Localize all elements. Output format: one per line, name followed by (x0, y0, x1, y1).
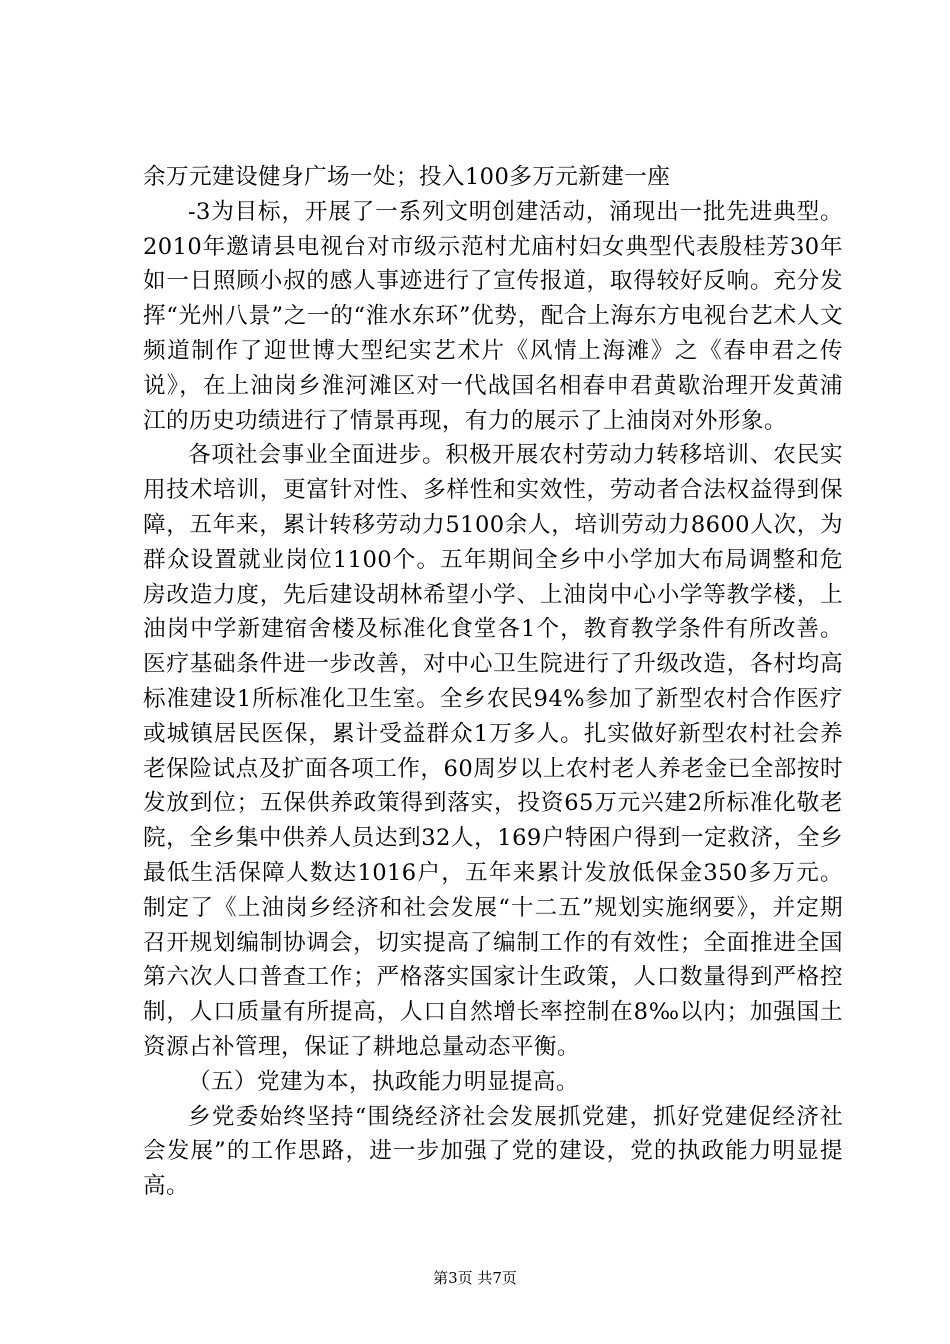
page-number-footer: 第3页 共7页 (433, 1269, 517, 1287)
paragraph-party-committee: 乡党委始终坚持“围绕经济社会发展抓党建，抓好党建促经济社会发展”的工作思路，进一步加强了党的建设，党的执政能力明显提高。 (143, 1103, 843, 1200)
document-body (143, 160, 843, 1204)
paragraph-social-affairs: 各项社会事业全面进步。积极开展农村劳动力转移培训、农民实用技术培训，更富针对性、多样性和实效性，劳动者合法权益得到保障，五年来，累计转移劳动力5100余人，培训劳动力8600人次，为群众设置就业岗位1100个。五年期间全乡中小学加大布局调整和危房改造力度，先后建设胡林希望小学、上油岗中心小学等教学楼，上油岗中学新建宿舍楼及标准化食堂各1个，教育教学条件有所改善。医疗基础条件进一步改善，对中心卫生院进行了升级改造，各村均高标准建设1所标准化卫生室。全乡农民94%参加了新型农村合作医疗或城镇居民医保，累计受益群众1万多人。扎实做好新型农村社会养老保险试点及扩面各项工作，60周岁以上农村老人养老金已全部按时发放到位；五保供养政策得到落实，投资65万元兴建2所标准化敬老院，全乡集中供养人员达到32人，169户特困户得到一定救济，全乡最低生活保障人数达1016户，五年来累计发放低保金350多万元。制定了《上油岗乡经济和社会发展“十二五”规划实施纲要》，并定期召开规划编制协调会，切实提高了编制工作的有效性；全面推进全国第六次人口普查工作；严格落实国家计生政策，人口数量得到严格控制，人口质量有所提高，人口自然增长率控制在8‰以内；加强国土资源占补管理，保证了耕地总量动态平衡。 (143, 442, 843, 1060)
section-heading-party-building: （五）党建为本，执政能力明显提高。 (188, 1068, 579, 1095)
paragraph-fragment: 余万元建设健身广场一处；投入100多万元新建一座 (143, 164, 671, 190)
paragraph-civilization: -3为目标，开展了一系列文明创建活动，涌现出一批先进典型。2010年邀请县电视台对市级示范村尤庙村妇女典型代表殷桂芳30年如一日照顾小叔的感人事迹进行了宣传报道，取得较好反响。充分发挥“光州八景”之一的“淮水东环”优势，配合上海东方电视台艺术人文频道制作了迎世博大型纪实艺术片《风情上海滩》之《春申君之传说》，在上油岗乡淮河滩区对一代战国名相春申君黄歇治理开发黄浦江的历史功绩进行了情景再现，有力的展示了上油岗对外形象。 (143, 198, 843, 434)
